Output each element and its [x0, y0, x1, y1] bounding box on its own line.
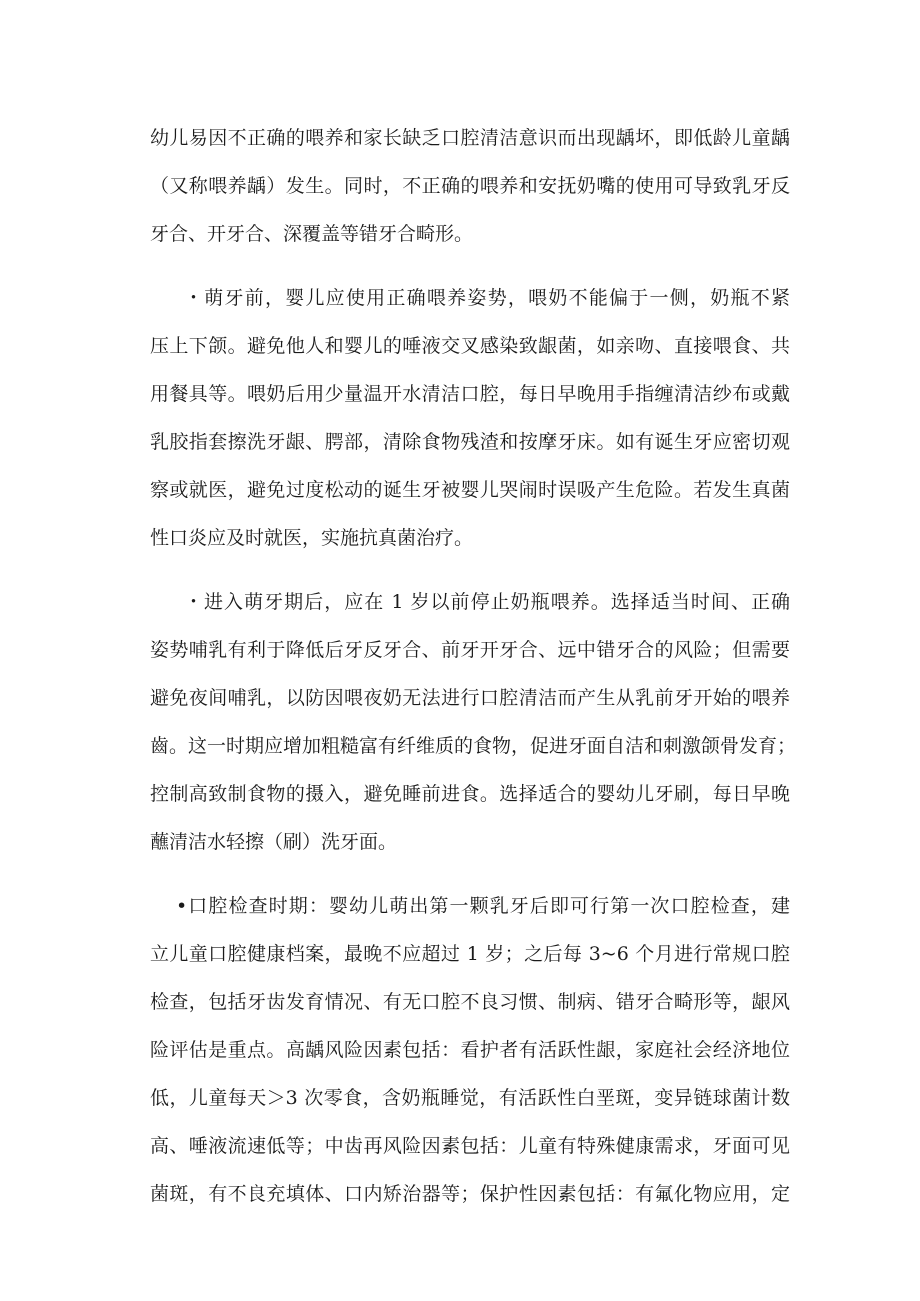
paragraph-before-teething [150, 274, 790, 562]
text-line: 牙合、开牙合、深覆盖等错牙合畸形。 [150, 223, 474, 245]
text-line: （又称喂养龋）发生。同时，不正确的喂养和安抚奶嘴的使用可导致乳牙反 [150, 175, 790, 197]
text-line: 姿势哺乳有利于降低后牙反牙合、前牙开牙合、远中错牙合的风险；但需要 [150, 639, 790, 661]
text-line: 控制高致制食物的摄入，避免睡前进食。选择适合的婴幼儿牙刷，每日早晚 [150, 783, 790, 805]
text-line: 立儿童口腔健康档案，最晚不应超过 1 岁；之后每 3~6 个月进行常规口腔 [150, 943, 790, 965]
text-line: 乳胶指套擦洗牙龈、腭部，清除食物残渣和按摩牙床。如有诞生牙应密切观 [150, 431, 790, 453]
paragraph-spacer [150, 866, 790, 882]
paragraph-spacer [150, 562, 790, 578]
text-line: 菌斑，有不良充填体、口内矫治器等；保护性因素包括：有氟化物应用，定 [150, 1183, 790, 1205]
text-line: 低，儿童每天＞3 次零食，含奶瓶睡觉，有活跃性白垩斑，变异链球菌计数 [150, 1087, 790, 1109]
text-line: 察或就医，避免过度松动的诞生牙被婴儿哭闹时误吸产生危险。若发生真菌 [150, 479, 790, 501]
text-line: 高、唾液流速低等；中齿再风险因素包括：儿童有特殊健康需求，牙面可见 [150, 1135, 790, 1157]
text-line: 性口炎应及时就医，实施抗真菌治疗。 [150, 527, 474, 549]
document-body [150, 114, 797, 1218]
text-line: •口腔检查时期：婴幼儿萌出第一颗乳牙后即可行第一次口腔检查，建 [176, 895, 790, 917]
text-line: 幼儿易因不正确的喂养和家长缺乏口腔清洁意识而出现龋坏，即低龄儿童龋 [150, 127, 790, 149]
text-line: 险评估是重点。高龋风险因素包括：看护者有活跃性龈，家庭社会经济地位 [150, 1039, 790, 1061]
text-line: ・萌牙前，婴儿应使用正确喂养姿势，喂奶不能偏于一侧，奶瓶不紧 [184, 287, 790, 309]
text-line: 压上下颌。避免他人和婴儿的唾液交叉感染致龈菌，如亲吻、直接喂食、共 [150, 335, 790, 357]
text-line: 蘸清洁水轻擦（刷）洗牙面。 [150, 831, 398, 853]
paragraph-spacer [150, 258, 790, 274]
paragraph-oral-exam [150, 882, 790, 1218]
text-line: 避免夜间哺乳，以防因喂夜奶无法进行口腔清洁而产生从乳前牙开始的喂养 [150, 687, 790, 709]
text-line: 齒。这一时期应增加粗糙富有纤维质的食物，促进牙面自洁和刺激颌骨发育； [150, 735, 797, 757]
text-line: 用餐具等。喂奶后用少量温开水清洁口腔，每日早晚用手指缠清洁纱布或戴 [150, 383, 790, 405]
paragraph-feeding-intro [150, 114, 790, 258]
text-line: 检查，包括牙齿发育情况、有无口腔不良习惯、制病、错牙合畸形等，龈风 [150, 991, 790, 1013]
paragraph-teething-period [150, 578, 797, 866]
text-line: ・进入萌牙期后，应在 1 岁以前停止奶瓶喂养。选择适当时间、正确 [184, 591, 790, 613]
